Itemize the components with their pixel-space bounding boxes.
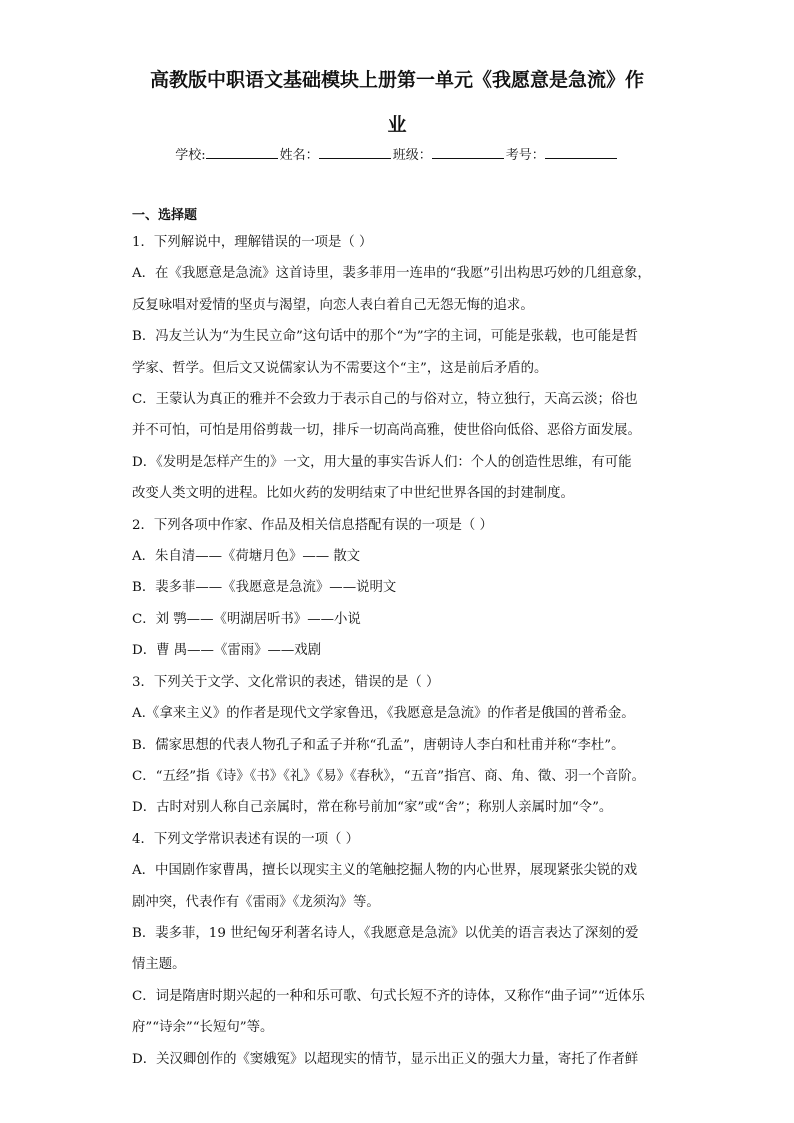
text-line: A．朱自清——《荷塘月色》—— 散文 <box>132 549 361 565</box>
text-line: A．中国剧作家曹禺，擅长以现实主义的笔触挖掘人物的内心世界，展现紧张尖锐的戏 <box>132 863 638 879</box>
text-line: 4．下列文学常识表述有误的一项（ ） <box>132 831 360 847</box>
name-blank[interactable] <box>319 145 391 159</box>
text-line: 剧冲突，代表作有《雷雨》《龙须沟》等。 <box>132 894 380 910</box>
text-line: C．“五经”指《诗》《书》《礼》《易》《春秋》，“五音”指宫、商、角、徵、羽一个音阶。 <box>132 768 645 784</box>
text-line: A.《拿来主义》的作者是现代文学家鲁迅，《我愿意是急流》的作者是俄国的普希金。 <box>132 706 635 722</box>
exam-number-blank[interactable] <box>545 145 617 159</box>
text-line: 反复咏唱对爱情的坚贞与渴望，向恋人表白着自己无怨无悔的追求。 <box>132 297 534 313</box>
text-line: 改变人类文明的进程。比如火药的发明结束了中世纪世界各国的封建制度。 <box>132 486 574 502</box>
class-label: 班级： <box>392 148 432 163</box>
school-blank[interactable] <box>206 145 278 159</box>
text-line: 府”“诗余”“长短句”等。 <box>132 1020 274 1036</box>
text-line: D．《发明是怎样产生的》一文，用大量的事实告诉人们：个人的创造性思维，有可能 <box>132 454 632 470</box>
text-line: B．儒家思想的代表人物孔子和孟子并称“孔孟”，唐朝诗人李白和杜甫并称“李杜”。 <box>132 737 625 753</box>
text-line: D．古时对别人称自己亲属时，常在称号前加“家”或“舍”；称别人亲属时加“令”。 <box>132 800 613 816</box>
text-line: B．裴多菲——《我愿意是急流》——说明文 <box>132 580 397 596</box>
text-line: 2．下列各项中作家、作品及相关信息搭配有误的一项是（ ） <box>132 517 493 533</box>
text-line: B．裴多菲，19 世纪匈牙利著名诗人，《我愿意是急流》以优美的语言表达了深刻的爱 <box>132 925 639 941</box>
text-line: 3．下列关于文学、文化常识的表述，错误的是（ ） <box>132 674 440 690</box>
text-line: D．曹 禺——《雷雨》——戏剧 <box>132 643 322 659</box>
student-info-row <box>0 145 794 165</box>
document-title <box>100 58 694 148</box>
text-line: D．关汉卿创作的《窦娥冤》以超现实的情节，显示出正义的强大力量，寄托了作者鲜 <box>132 1051 639 1067</box>
text-line: 1．下列解说中，理解错误的一项是（ ） <box>132 235 373 250</box>
text-line: A．在《我愿意是急流》这首诗里，裴多菲用一连串的“我愿”引出构思巧妙的几组意象， <box>132 266 651 282</box>
title-line-1: 高教版中职语文基础模块上册第一单元《我愿意是急流》作 <box>149 69 644 91</box>
text-line: 并不可怕，可怕是用俗剪裁一切，排斥一切高尚高雅，使世俗向低俗、恶俗方面发展。 <box>132 423 641 439</box>
document-body <box>132 205 662 1075</box>
text-line: C．词是隋唐时期兴起的一种和乐可歌、句式长短不齐的诗体，又称作“曲子词”“近体乐 <box>132 988 645 1004</box>
text-line: 情主题。 <box>132 957 186 973</box>
name-label: 姓名： <box>279 148 319 163</box>
text-line: B．冯友兰认为“为生民立命”这句话中的那个“为”字的主词，可能是张载，也可能是哲 <box>132 329 638 345</box>
school-label: 学校: <box>175 148 206 163</box>
title-line-2: 业 <box>387 114 407 136</box>
question-lines <box>132 227 662 1075</box>
class-blank[interactable] <box>432 145 504 159</box>
text-line: C．王蒙认为真正的雅并不会致力于表示自己的与俗对立，特立独行，天高云淡；俗也 <box>132 392 638 408</box>
text-line: 学家、哲学。但后文又说儒家认为不需要这个“主”，这是前后矛盾的。 <box>132 360 548 376</box>
text-line: C．刘 鹗——《明湖居听书》——小说 <box>132 611 361 627</box>
section-title: 一、选择题 <box>132 208 198 223</box>
exam-number-label: 考号： <box>505 148 545 163</box>
